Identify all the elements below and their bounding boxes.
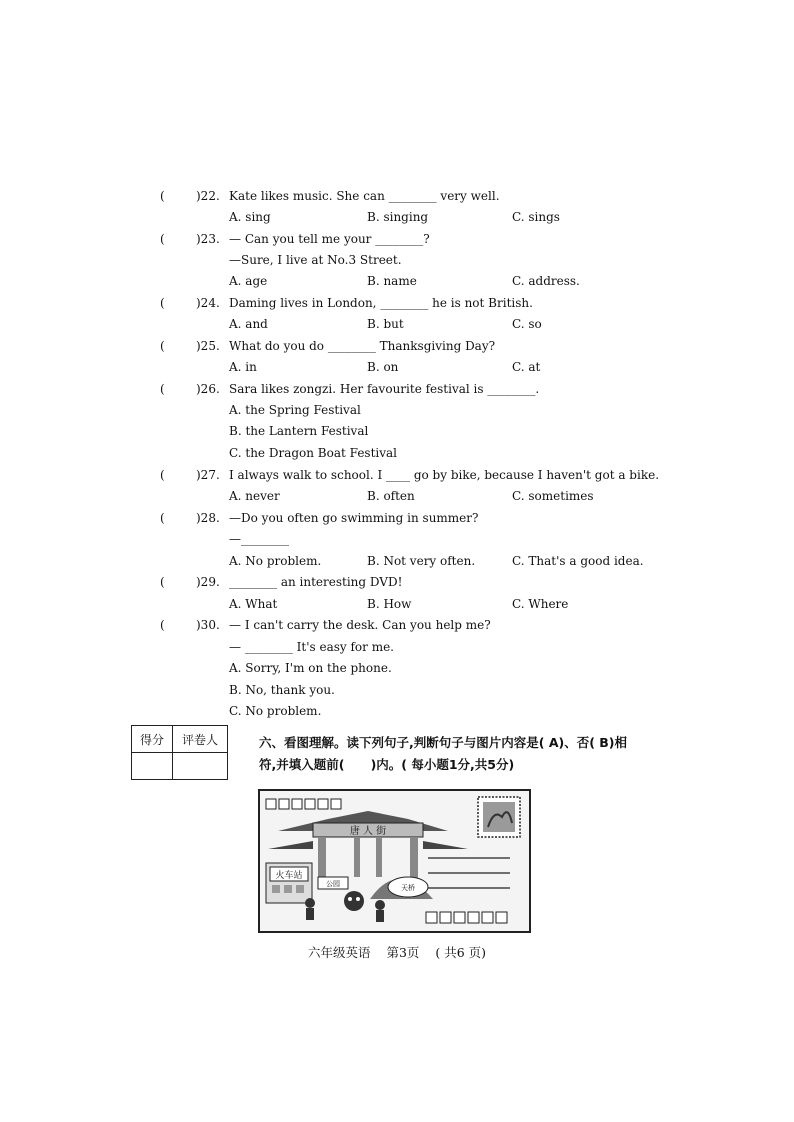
question-number: )29.	[196, 575, 220, 589]
park-sign: 公园	[326, 880, 340, 888]
answer-paren[interactable]: (	[160, 189, 165, 203]
option-a: A. in	[229, 360, 257, 374]
option-c: C. That's a good idea.	[512, 554, 644, 568]
option-b: B. often	[367, 489, 415, 503]
option-b: B. How	[367, 597, 412, 611]
question-stem: — Can you tell me your ________?	[229, 232, 430, 246]
option-b: B. but	[367, 317, 404, 331]
answer-paren[interactable]: (	[160, 618, 165, 632]
option-a: A. age	[229, 274, 268, 288]
question-stem: Sara likes zongzi. Her favourite festival is ________.	[229, 382, 540, 396]
option-a: A. sing	[229, 210, 271, 224]
dialogue-line: —Sure, I live at No.3 Street.	[229, 253, 402, 267]
option-c: C. so	[512, 317, 542, 331]
station-icon	[266, 863, 312, 903]
option-a: A. the Spring Festival	[229, 403, 361, 417]
footer-total: ( 共6 页)	[435, 945, 487, 960]
answer-paren[interactable]: (	[160, 511, 165, 525]
answer-paren[interactable]: (	[160, 232, 165, 246]
question-stem: ________ an interesting DVD!	[229, 575, 403, 589]
answer-paren[interactable]: (	[160, 575, 165, 589]
option-c: C. at	[512, 360, 541, 374]
question-number: )25.	[196, 339, 220, 353]
option-b: B. name	[367, 274, 417, 288]
option-b: B. Not very often.	[367, 554, 476, 568]
option-a: A. never	[229, 489, 280, 503]
bridge-sign: 天桥	[401, 884, 415, 892]
grader-cell[interactable]	[173, 753, 228, 780]
question-stem: Daming lives in London, ________ he is not British.	[229, 296, 533, 310]
option-b: B. singing	[367, 210, 429, 224]
grader-header: 评卷人	[173, 726, 228, 753]
answer-paren[interactable]: (	[160, 296, 165, 310]
station-sign: 火车站	[275, 871, 303, 881]
score-header: 得分	[132, 726, 173, 753]
gate-sign: 唐 人 街	[349, 826, 387, 837]
option-b: B. the Lantern Festival	[229, 424, 369, 438]
question-number: )24.	[196, 296, 220, 310]
footer-subject: 六年级英语	[307, 945, 371, 960]
instruction-line-1: 六、看图理解。读下列句子,判断句子与图片内容是( A)、否( B)相	[259, 735, 628, 750]
score-box	[131, 725, 228, 780]
option-b: B. on	[367, 360, 399, 374]
score-cell[interactable]	[132, 753, 173, 780]
section-6-instructions	[259, 732, 699, 776]
answer-paren[interactable]: (	[160, 468, 165, 482]
option-b: B. No, thank you.	[229, 683, 335, 697]
option-c: C. the Dragon Boat Festival	[229, 446, 398, 460]
dialogue-line: —________	[229, 532, 289, 546]
question-number: )27.	[196, 468, 220, 482]
option-c: C. sings	[512, 210, 560, 224]
question-number: )23.	[196, 232, 220, 246]
option-c: C. sometimes	[512, 489, 594, 503]
question-stem: I always walk to school. I ____ go by bike, because I haven't got a bike.	[229, 468, 660, 482]
envelope-picture	[258, 789, 531, 933]
question-stem: — I can't carry the desk. Can you help me?	[229, 618, 491, 632]
footer-page: 第3页	[386, 945, 420, 960]
option-a: A. No problem.	[229, 554, 322, 568]
stamp-icon	[478, 797, 520, 837]
option-c: C. Where	[512, 597, 569, 611]
answer-paren[interactable]: (	[160, 382, 165, 396]
instruction-line-2: 符,并填入题前( )内。( 每小题1分,共5分)	[259, 757, 515, 772]
question-number: )22.	[196, 189, 220, 203]
option-a: A. What	[229, 597, 278, 611]
dialogue-line: — ________ It's easy for me.	[229, 640, 394, 654]
option-a: A. and	[229, 317, 268, 331]
lion-dance-icon	[344, 891, 364, 911]
page-footer	[0, 943, 794, 961]
park-sign-icon	[318, 877, 348, 889]
answer-paren[interactable]: (	[160, 339, 165, 353]
question-stem: What do you do ________ Thanksgiving Day?	[229, 339, 496, 353]
question-number: )30.	[196, 618, 220, 632]
question-number: )26.	[196, 382, 220, 396]
option-a: A. Sorry, I'm on the phone.	[229, 661, 392, 675]
question-number: )28.	[196, 511, 220, 525]
question-stem: —Do you often go swimming in summer?	[229, 511, 479, 525]
option-c: C. address.	[512, 274, 580, 288]
question-stem: Kate likes music. She can ________ very well.	[229, 189, 500, 203]
option-c: C. No problem.	[229, 704, 322, 718]
